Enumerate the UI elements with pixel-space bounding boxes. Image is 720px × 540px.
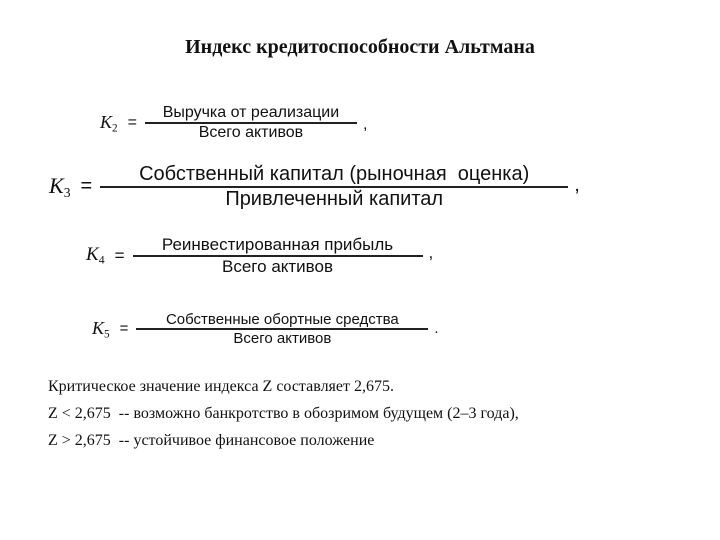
formula-k3 bbox=[49, 163, 580, 211]
formula-k4-punct: , bbox=[428, 242, 434, 262]
formula-k2-letter: K bbox=[100, 111, 113, 132]
formula-k2 bbox=[100, 104, 367, 142]
formula-k2-denominator: Всего активов bbox=[198, 123, 304, 141]
formula-k2-fraction bbox=[145, 104, 357, 142]
formula-k2-symbol bbox=[100, 112, 118, 134]
formula-k4-fraction bbox=[133, 235, 423, 277]
page-title: Индекс кредитоспособности Альтмана bbox=[185, 36, 535, 58]
formula-k3-letter: K bbox=[49, 172, 64, 198]
formula-k3-index: 3 bbox=[63, 184, 71, 200]
formula-k5-index: 5 bbox=[104, 327, 110, 340]
formula-k3-numerator: Собственный капитал (рыночная оценка) bbox=[139, 163, 530, 185]
formula-k4-symbol bbox=[86, 244, 105, 268]
formula-k5-equals: = bbox=[119, 320, 129, 338]
formula-k5-symbol bbox=[92, 318, 110, 340]
formula-k4-index: 4 bbox=[98, 253, 105, 267]
formula-k5-punct: . bbox=[434, 319, 439, 337]
formula-k5-numerator: Собственные обортные средства bbox=[165, 311, 399, 328]
formula-k3-fraction bbox=[100, 163, 568, 211]
note-stable-position: Z > 2,675 -- устойчивое финансовое положение bbox=[48, 432, 375, 449]
formula-k4 bbox=[86, 235, 433, 277]
formula-k2-numerator: Выручка от реализации bbox=[162, 104, 340, 121]
formula-k2-equals: = bbox=[127, 113, 137, 131]
formula-k5-letter: K bbox=[92, 317, 105, 338]
formula-k5-fraction bbox=[136, 311, 428, 347]
notes-block bbox=[48, 373, 519, 454]
formula-k3-symbol bbox=[49, 173, 71, 201]
formula-k4-letter: K bbox=[86, 243, 99, 265]
note-critical-value: Критическое значение индекса Z составляет 2,675. bbox=[48, 378, 394, 395]
formula-k2-index: 2 bbox=[112, 121, 118, 134]
formula-k2-punct: , bbox=[362, 115, 368, 133]
formula-k3-punct: , bbox=[574, 173, 580, 196]
formula-k3-equals: = bbox=[80, 175, 93, 198]
formula-k4-numerator: Реинвестированная прибыль bbox=[161, 235, 394, 254]
formula-k5-denominator: Всего активов bbox=[233, 329, 332, 347]
formula-k4-equals: = bbox=[114, 245, 125, 265]
formula-k5 bbox=[92, 311, 439, 347]
formula-k4-denominator: Всего активов bbox=[222, 256, 334, 276]
note-bankruptcy-risk: Z < 2,675 -- возможно банкротство в обозримом будущем (2–3 года), bbox=[48, 405, 519, 422]
formula-k3-denominator: Привлеченный капитал bbox=[225, 187, 444, 210]
